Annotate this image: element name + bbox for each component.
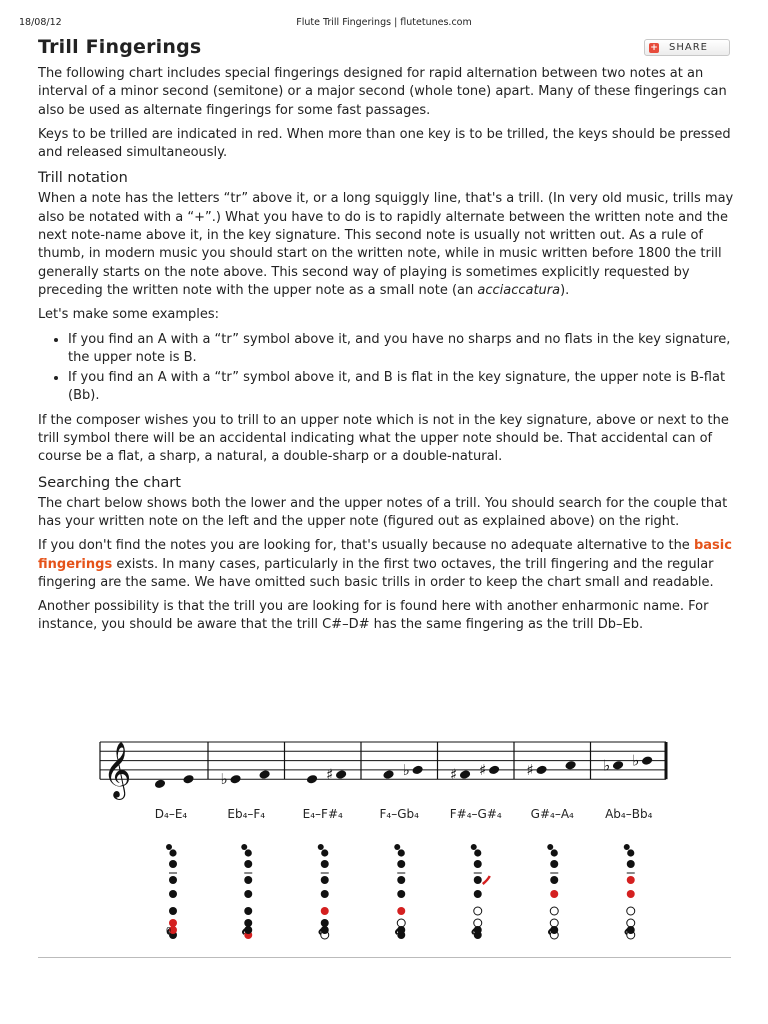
accidental: ♭ (603, 756, 611, 775)
treble-clef: 𝄞 (103, 742, 132, 799)
basic-fingerings-link[interactable]: basic fingerings (38, 538, 732, 572)
note-head (229, 774, 241, 785)
finger-hole (474, 907, 482, 915)
trill-side-key (483, 876, 490, 884)
note-head (535, 765, 547, 776)
trill-label: F#₄–G#₄ (449, 807, 502, 821)
finger-hole (474, 919, 482, 927)
article (38, 36, 734, 641)
finger-hole (550, 860, 558, 868)
trill-chart-svg (0, 718, 768, 958)
finger-hole (321, 860, 329, 868)
note-head (488, 765, 500, 776)
finger-hole (550, 907, 558, 915)
accidental: ♭ (402, 760, 410, 779)
finger-hole (244, 907, 252, 915)
finger-hole (244, 919, 252, 927)
finger-hole (627, 876, 635, 884)
thumb-key (398, 849, 405, 856)
finger-hole (321, 876, 329, 884)
fingering-diagram (624, 844, 635, 939)
note-head (258, 769, 270, 780)
section-heading: Searching the chart (38, 474, 181, 491)
thumb-key (627, 849, 634, 856)
finger-hole (550, 876, 558, 884)
accidental: ♯ (479, 760, 487, 779)
finger-hole (627, 860, 635, 868)
fingering-diagram (394, 844, 405, 939)
list-item: • If you find an A with a “tr” symbol above it, and B is flat in the key signature, the upper note is B-flat (Bb). (68, 369, 734, 406)
trill-label: Ab₄–Bb₄ (605, 807, 653, 821)
text-span: exists. In many cases, particularly in the first two octaves, the trill fingering and the regular fingering are the same. We have omitted such basic trills in order to keep the chart small and readable. (38, 556, 714, 590)
foot-key (627, 926, 635, 934)
foot-key (474, 926, 482, 934)
plus-icon: + (650, 43, 658, 53)
print-date: 18/08/12 (19, 17, 62, 28)
finger-hole (244, 860, 252, 868)
print-title: Flute Trill Fingerings | flutetunes.com (296, 17, 472, 28)
finger-hole (169, 876, 177, 884)
finger-hole (169, 860, 177, 868)
thumb-key (169, 849, 176, 856)
fingering-diagram (166, 844, 177, 939)
finger-hole (321, 919, 329, 927)
intro-paragraph: The following chart includes special fingerings designed for rapid alternation between two notes at an interval of a minor second (semitone) or a major second (whole tone) apart. Many of these fingerings can also be used as alternate fingerings for some fast passages. (38, 66, 727, 118)
finger-hole (474, 860, 482, 868)
finger-hole (244, 876, 252, 884)
thumb-key (318, 844, 324, 850)
finger-hole (474, 890, 482, 898)
examples-list (38, 331, 734, 406)
note-head (459, 769, 471, 780)
finger-hole (169, 890, 177, 898)
note-head (382, 769, 394, 780)
notation-paragraph: If the composer wishes you to trill to an upper note which is not in the key signature, above or next to the trill symbol there will be an accidental indicating what the upper note should be. That accidental can of course be a flat, a sharp, a natural, a double-sharp or a double-natural. (38, 412, 729, 465)
note-head (335, 769, 347, 780)
note-head (306, 774, 318, 785)
footnote-mark: 0 (166, 926, 172, 935)
search-paragraph (38, 537, 734, 592)
trill-label: E₄–F#₄ (302, 807, 343, 821)
thumb-key (321, 849, 328, 856)
share-label: SHARE (669, 42, 708, 53)
finger-hole (321, 907, 329, 915)
foot-key (244, 926, 252, 934)
thumb-key (474, 849, 481, 856)
finger-hole (474, 876, 482, 884)
note-head (154, 779, 166, 790)
finger-hole (627, 890, 635, 898)
note-head (612, 760, 624, 771)
text-span: When a note has the letters “tr” above it, or a long squiggly line, that's a trill. (In very old music, trills may also be notated with a “+”.) What you have to do is to rapidly alternate between the written note and the next note-name above it, in the key signature. This second note is usually not written out. As a rule of thumb, in modern music you should start on the written note, while in music written before 1800 the trill generally starts on the note above. This second way of playing is sometimes explicitly requested by preceding the written note with the upper note as a small note (an (38, 191, 734, 298)
finger-hole (397, 890, 405, 898)
intro-paragraph: Keys to be trilled are indicated in red. When more than one key is to be trilled, the keys should be pressed and released simultaneously. (38, 126, 731, 161)
page-title: Trill Fingerings (38, 36, 202, 58)
search-paragraph: The chart below shows both the lower and the upper notes of a trill. You should search for the couple that has your written note on the left and the upper note (figured out as explained above) on the right. (38, 495, 728, 529)
trill-chart (0, 718, 768, 958)
accidental: ♭ (220, 770, 228, 789)
thumb-key (394, 844, 400, 850)
finger-hole (627, 919, 635, 927)
thumb-key (471, 844, 477, 850)
thumb-key (547, 844, 553, 850)
text-span: If you don't find the notes you are looking for, that's usually because no adequate alternative to the (38, 538, 694, 554)
finger-hole (321, 890, 329, 898)
note-head (411, 765, 423, 776)
foot-key (321, 926, 329, 934)
examples-intro: Let's make some examples: (38, 307, 220, 323)
accidental: ♯ (450, 765, 458, 784)
foot-key (550, 926, 558, 934)
finger-hole (397, 919, 405, 927)
thumb-key (551, 849, 558, 856)
thumb-key (241, 844, 247, 850)
accidental: ♯ (526, 760, 534, 779)
accidental: ♯ (326, 765, 334, 784)
finger-hole (169, 907, 177, 915)
finger-hole (550, 890, 558, 898)
finger-hole (397, 907, 405, 915)
divider (38, 957, 731, 958)
notation-paragraph (38, 190, 734, 300)
finger-hole (397, 860, 405, 868)
thumb-key (245, 849, 252, 856)
fingering-diagram (241, 844, 252, 939)
foot-key (397, 926, 405, 934)
list-item: • If you find an A with a “tr” symbol above it, and you have no sharps and no flats in the key signature, the upper note is B. (68, 331, 734, 368)
fingering-diagram (318, 844, 329, 939)
thumb-key (166, 844, 172, 850)
fingering-diagram (471, 844, 490, 939)
trill-label: G#₄–A₄ (530, 807, 574, 821)
note-head (641, 755, 653, 766)
note-head (564, 760, 576, 771)
fingering-diagram (547, 844, 558, 939)
finger-hole (627, 907, 635, 915)
trill-label: F₄–Gb₄ (379, 807, 419, 821)
finger-hole (550, 919, 558, 927)
finger-hole (244, 890, 252, 898)
term-acciaccatura: acciaccatura (477, 282, 561, 298)
print-header (0, 17, 768, 31)
trill-label: D₄–E₄ (154, 807, 188, 821)
text-span: ). (560, 282, 570, 298)
trill-label: Eb₄–F₄ (227, 807, 266, 821)
search-paragraph: Another possibility is that the trill you are looking for is found here with another enharmonic name. For instance, you should be aware that the trill C#–D# has the same fingering as the trill Db–Eb. (38, 599, 709, 633)
note-head (182, 774, 194, 785)
section-heading: Trill notation (38, 170, 128, 187)
finger-hole (397, 876, 405, 884)
thumb-key (624, 844, 630, 850)
accidental: ♭ (632, 751, 640, 770)
